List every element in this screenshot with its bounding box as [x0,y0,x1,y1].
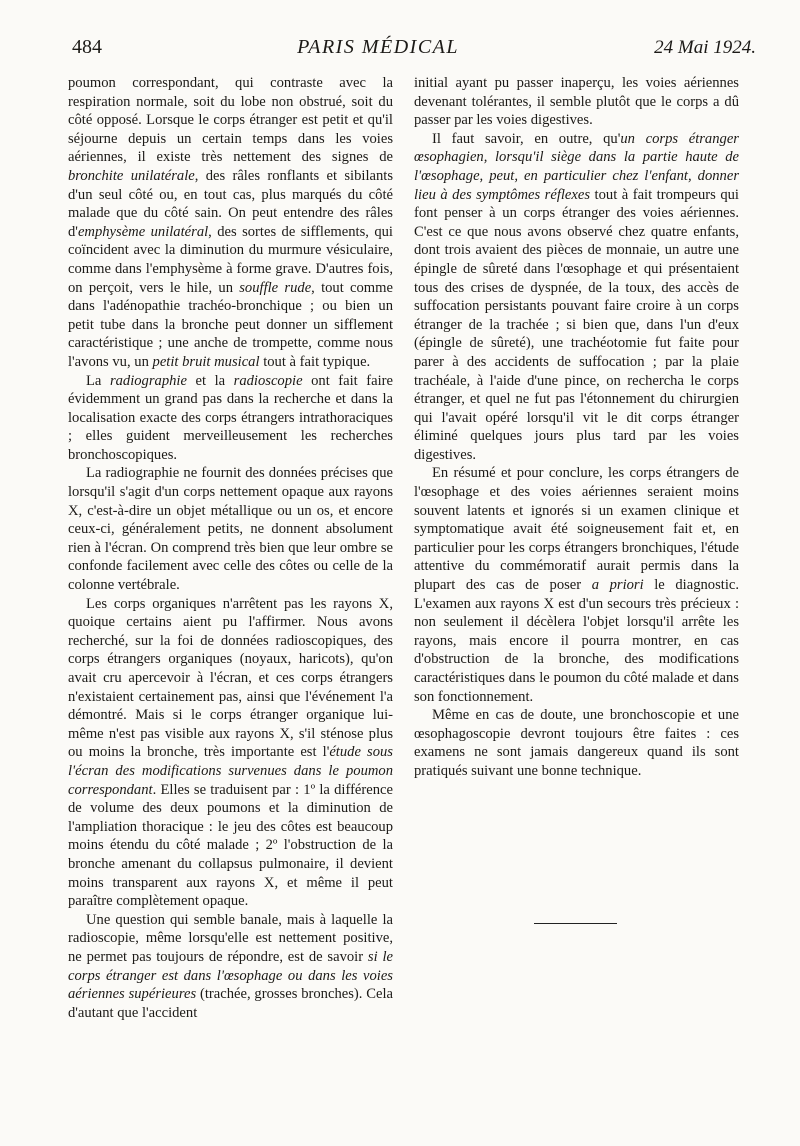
text: initial ayant pu passer inaperçu, les voies aériennes devenant tolérantes, il semble plutôt que le corps a dû passer par les voies digestives. [414,75,739,129]
text: le diagnostic. L'examen aux rayons X est d'un secours très précieux : non seulement il décèlera l'objet lorsqu'il arrête les rayons, mais encore il pourra montrer, en cas d'obstruction de la bronche, des modifications caractéristiques dans le poumon du côté malade et dans son fonctionnement. [414,577,739,705]
paragraph [68,464,393,594]
text: tout à fait typique. [259,353,371,370]
text: (trachée, grosses bronches). Cela d'autant que l'accident [68,986,393,1021]
journal-title: PARIS MÉDICAL [297,36,460,58]
italic-text: radioscopie [233,372,303,389]
italic-text: un corps étranger œsophagien, lorsqu'il siège dans la partie haute de l'œsophage, peut, en particulier chez l'enfant, donner lieu à des symptômes réflexes [414,130,739,203]
text: Il faut savoir, en outre, qu' [432,130,621,147]
italic-text: bronchite unilatérale [68,167,195,184]
text: ont fait faire évidemment un grand pas dans la recherche et dans la localisation exacte des corps étrangers intrathoraciques ; elles guident merveilleusement les recherches bronchoscopiques. [68,372,393,463]
italic-text: étude sous l'écran des modifications survenues dans le poumon correspondant [68,744,393,798]
italic-text: a priori [591,577,644,594]
text: , tout comme dans l'adénopathie trachéo-bronchique ; ou bien un petit tube dans la bronche peut donner un sifflement caractéristique ; une anche de trompette, comme nous l'avons vu, un [68,279,393,370]
page-number: 484 [72,36,102,58]
text: , des sortes de sifflements, qui coïncident avec la diminution du murmure vésiculaire, comme dans l'emphysème à forme grave. D'autres fois, on perçoit, vers le hile, un [68,223,393,296]
issue-date: 24 Mai 1924. [654,37,756,58]
paragraph [68,74,393,372]
italic-text: souffle rude [239,279,312,296]
text: La [86,372,110,389]
text: poumon correspondant, qui contraste avec la respiration normale, soit du lobe non obstrué, soit du côté opposé. Lorsque le corps étranger est petit et qu'il séjourne depuis un certain temps dans les voies aériennes, il existe très nettement des signes de [68,75,393,166]
text: Une question qui semble banale, mais à laquelle la radioscopie, même lorsqu'elle est nettement positive, ne permet pas toujours de répondre, est de savoir [68,911,393,965]
italic-text: si le corps étranger est dans l'œsophage ou dans les voies aériennes supérieures [68,948,393,1003]
paragraph [414,130,739,465]
paragraph [68,372,393,465]
right-column [414,74,739,781]
paragraph [414,74,739,130]
paragraph [414,464,739,706]
italic-text: petit bruit musical [152,353,260,370]
paragraph [68,595,393,911]
text: En résumé et pour conclure, les corps étrangers de l'œsophage et des voies aériennes seraient moins souvent latents et ignorés si un examen clinique et symptomatique avait été soigneusement fait et, en particulier pour les corps étrangers bronchiques, l'étude attentive du commémoratif aurait permis dans la plupart des cas de poser [414,465,739,594]
text: , des râles ronflants et sibilants d'un seul côté ou, en tout cas, plus marqués du côté malade que du côté sain. On peut entendre des râles d' [68,167,394,240]
text: et la [186,372,234,389]
paragraph [414,706,739,780]
paragraph [68,911,393,1023]
text: Même en cas de doute, une bronchoscopie et une œsophagoscopie devront toujours être faites : ces examens ne sont jamais dangereux quand ils sont pratiqués suivant une bonne technique. [414,707,739,779]
text: . Elles se traduisent par : 1º la différence de volume des deux poumons et la diminution de l'ampliation thoracique : le jeu des côtes est beaucoup moins étendu du côté malade ; 2º l'obstruction de la bronche amenant du collapsus pulmonaire, il devient moins transparent aux rayons X, et même il peut paraître complètement opaque. [68,781,393,910]
text: Les corps organiques n'arrêtent pas les rayons X, quoique certains aient pu l'affirmer. Nous avons recherché, sur la foi de données radioscopiques, des corps étrangers organiques (noyaux, haricots), qu'on avait cru apercevoir à l'écran, et ces corps étrangers n'existaient certainement pas, ainsi que l'événement l'a démontré. Mais si le corps étranger organique lui-même n'est pas visible aux rayons X, s'il sténose plus ou moins la bronche, très importante est l' [68,595,393,761]
running-header [72,36,756,66]
left-column [68,74,393,1022]
text: tout à fait trompeurs qui font penser à un corps étranger des voies aériennes. C'est ce que nous avons observé chez quatre enfants, dont trois avaient des pièces de monnaie, un autre une épingle de sûreté dans l'œsophage et qui présentaient tous des crises de dyspnée, de la toux, des accès de suffocation persistants pouvant faire croire à un corps étranger de la trachée ; si bien que, dans l'un d'eux (épingle de sûreté), une trachéotomie fut faite pour parer à des accidents de suffocation ; par la plaie trachéale, à l'aide d'une pince, on rechercha le corps étranger, et quel ne fut pas l'étonnement du chirurgien qui l'avait opéré lorsqu'il vit le dit corps étranger éliminé quelques jours plus tard par les voies digestives. [414,186,739,463]
end-rule [534,923,617,924]
italic-text: emphysème unilatéral [77,223,209,240]
italic-text: radiographie [109,372,187,389]
text: La radiographie ne fournit des données précises que lorsqu'il s'agit d'un corps nettement opaque aux rayons X, c'est-à-dire un objet métallique ou un os, et encore ceux-ci, généralement petits, ne donnent absolument rien à l'écran. On comprend très bien que leur ombre se confonde facilement avec celle des côtes ou celle de la colonne vertébrale. [68,465,393,594]
